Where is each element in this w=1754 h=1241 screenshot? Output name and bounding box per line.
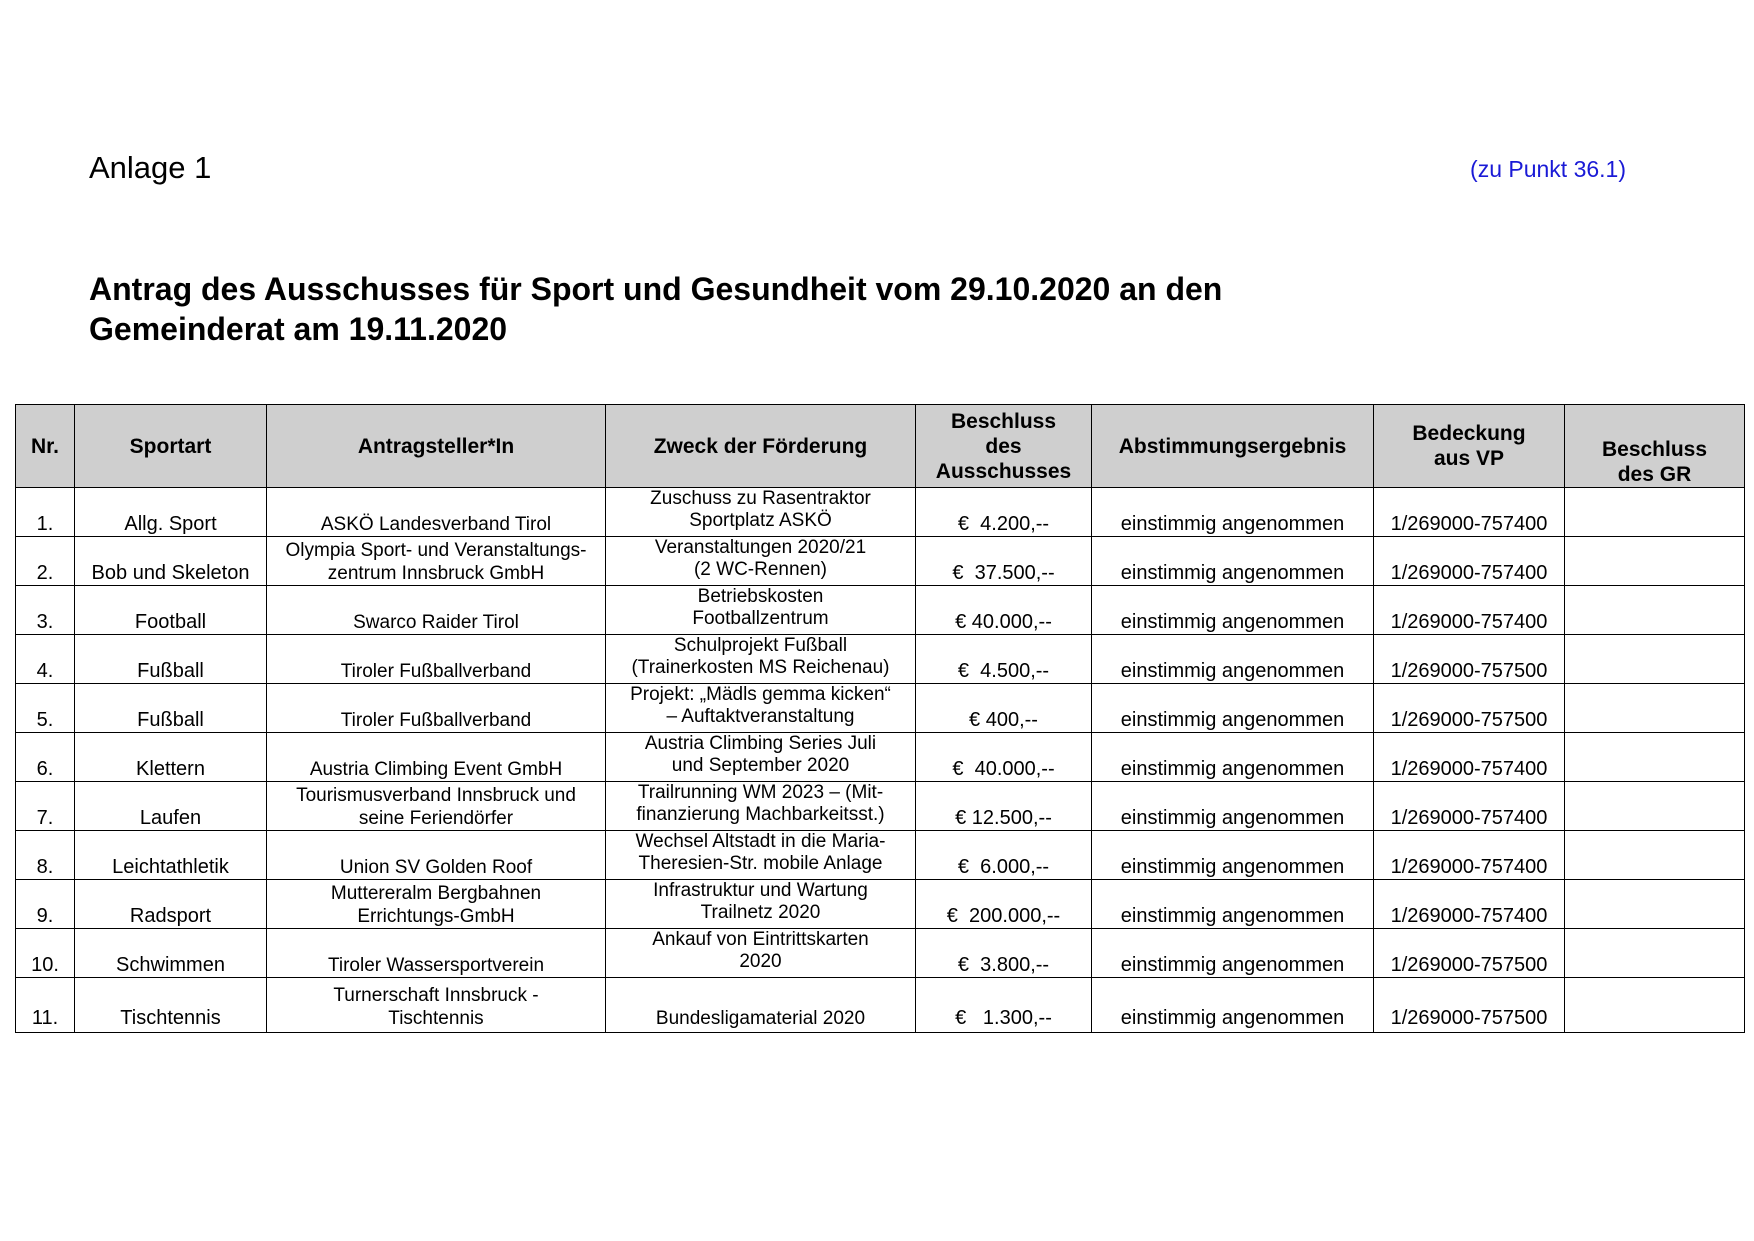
cell-zweck-line-2: und September 2020 bbox=[671, 755, 850, 776]
cell-sportart: Radsport bbox=[75, 880, 267, 929]
cell-abstimmungsergebnis: einstimmig angenommen bbox=[1092, 929, 1374, 978]
cell-beschluss-gr bbox=[1565, 978, 1745, 1033]
col-header-bedeckung-line-2: aus VP bbox=[1433, 447, 1505, 470]
cell-antragsteller bbox=[267, 929, 606, 978]
cell-antragsteller-line-2: Tischtennis bbox=[388, 1008, 484, 1029]
cell-sportart: Schwimmen bbox=[75, 929, 267, 978]
cell-betrag: € 1.300,-- bbox=[916, 978, 1092, 1033]
cell-betrag: € 6.000,-- bbox=[916, 831, 1092, 880]
table-row bbox=[16, 537, 1745, 586]
cell-antragsteller bbox=[267, 880, 606, 929]
cell-bedeckung: 1/269000-757400 bbox=[1374, 831, 1565, 880]
cell-sportart: Football bbox=[75, 586, 267, 635]
cell-zweck-line-2: Trailnetz 2020 bbox=[700, 902, 821, 923]
table-row bbox=[16, 733, 1745, 782]
cell-nr: 8. bbox=[16, 831, 75, 880]
table-row bbox=[16, 684, 1745, 733]
cell-bedeckung: 1/269000-757500 bbox=[1374, 684, 1565, 733]
cell-antragsteller bbox=[267, 684, 606, 733]
cell-zweck bbox=[606, 537, 916, 586]
cell-zweck-line-1: Infrastruktur und Wartung bbox=[653, 880, 868, 901]
cell-zweck-line-2: (2 WC-Rennen) bbox=[693, 559, 828, 580]
cell-betrag: € 200.000,-- bbox=[916, 880, 1092, 929]
cell-sportart: Leichtathletik bbox=[75, 831, 267, 880]
table-row bbox=[16, 635, 1745, 684]
cell-bedeckung: 1/269000-757400 bbox=[1374, 488, 1565, 537]
col-header-sportart: Sportart bbox=[75, 405, 267, 488]
cell-sportart: Laufen bbox=[75, 782, 267, 831]
table-header-row bbox=[16, 405, 1745, 488]
cell-antragsteller-line-2: ASKÖ Landesverband Tirol bbox=[320, 514, 552, 535]
cell-abstimmungsergebnis: einstimmig angenommen bbox=[1092, 831, 1374, 880]
cell-sportart: Bob und Skeleton bbox=[75, 537, 267, 586]
table-row bbox=[16, 929, 1745, 978]
cell-antragsteller-line-2: seine Feriendörfer bbox=[358, 808, 514, 829]
cell-antragsteller-line-2: zentrum Innsbruck GmbH bbox=[327, 563, 545, 584]
table-row bbox=[16, 880, 1745, 929]
cell-beschluss-gr bbox=[1565, 586, 1745, 635]
cell-bedeckung: 1/269000-757500 bbox=[1374, 635, 1565, 684]
cell-antragsteller-line-1: Muttereralm Bergbahnen bbox=[330, 883, 542, 904]
col-header-beschluss-ausschuss-line-3: Ausschusses bbox=[935, 459, 1072, 483]
cell-sportart: Klettern bbox=[75, 733, 267, 782]
cell-abstimmungsergebnis: einstimmig angenommen bbox=[1092, 782, 1374, 831]
cell-abstimmungsergebnis: einstimmig angenommen bbox=[1092, 586, 1374, 635]
table-row bbox=[16, 586, 1745, 635]
cell-zweck-line-1: Austria Climbing Series Juli bbox=[644, 733, 877, 754]
cell-beschluss-gr bbox=[1565, 831, 1745, 880]
table-row bbox=[16, 831, 1745, 880]
cell-zweck-line-2: Footballzentrum bbox=[692, 608, 829, 629]
cell-antragsteller-line-2: Errichtungs-GmbH bbox=[357, 906, 515, 927]
cell-zweck-line-1: Zuschuss zu Rasentraktor bbox=[650, 488, 871, 509]
cell-betrag: € 4.200,-- bbox=[916, 488, 1092, 537]
col-header-zweck: Zweck der Förderung bbox=[606, 405, 916, 488]
cell-beschluss-gr bbox=[1565, 880, 1745, 929]
cell-nr: 11. bbox=[16, 978, 75, 1033]
cell-antragsteller-line-2: Tiroler Wassersportverein bbox=[327, 955, 545, 976]
table-row bbox=[16, 978, 1745, 1033]
page-title-line-2: Gemeinderat am 19.11.2020 bbox=[89, 311, 508, 347]
col-header-beschluss-gr bbox=[1565, 405, 1745, 488]
col-header-bedeckung bbox=[1374, 405, 1565, 488]
col-header-bedeckung-line-1: Bedeckung bbox=[1412, 422, 1526, 445]
cell-zweck-line-1: Betriebskosten bbox=[697, 586, 824, 607]
cell-zweck bbox=[606, 782, 916, 831]
cell-zweck bbox=[606, 684, 916, 733]
cell-antragsteller bbox=[267, 978, 606, 1033]
cell-zweck-line-2: Theresien-Str. mobile Anlage bbox=[638, 853, 883, 874]
cell-zweck-line-2: Bundesligamaterial 2020 bbox=[655, 1008, 866, 1029]
cell-antragsteller-line-2: Austria Climbing Event GmbH bbox=[309, 759, 563, 780]
cell-zweck-line-2: 2020 bbox=[739, 951, 782, 972]
col-header-beschluss-ausschuss bbox=[916, 405, 1092, 488]
cell-bedeckung: 1/269000-757500 bbox=[1374, 978, 1565, 1033]
cell-bedeckung: 1/269000-757500 bbox=[1374, 929, 1565, 978]
cell-nr: 6. bbox=[16, 733, 75, 782]
attachment-label: Anlage 1 bbox=[89, 150, 212, 185]
cell-beschluss-gr bbox=[1565, 733, 1745, 782]
cell-zweck-line-1: Projekt: „Mädls gemma kicken“ bbox=[630, 684, 891, 705]
cell-sportart: Tischtennis bbox=[75, 978, 267, 1033]
cell-zweck bbox=[606, 733, 916, 782]
cell-antragsteller-line-2: Tiroler Fußballverband bbox=[340, 710, 532, 731]
cell-antragsteller-line-1: Turnerschaft Innsbruck - bbox=[333, 985, 539, 1006]
cell-zweck bbox=[606, 880, 916, 929]
cell-zweck-line-2: (Trainerkosten MS Reichenau) bbox=[631, 657, 890, 678]
cell-betrag: € 40.000,-- bbox=[916, 586, 1092, 635]
cell-betrag: € 3.800,-- bbox=[916, 929, 1092, 978]
cell-beschluss-gr bbox=[1565, 537, 1745, 586]
cell-antragsteller bbox=[267, 831, 606, 880]
cell-zweck bbox=[606, 929, 916, 978]
cell-abstimmungsergebnis: einstimmig angenommen bbox=[1092, 537, 1374, 586]
cell-zweck-line-1: Ankauf von Eintrittskarten bbox=[652, 929, 869, 950]
cell-abstimmungsergebnis: einstimmig angenommen bbox=[1092, 733, 1374, 782]
col-header-antragsteller: Antragsteller*In bbox=[267, 405, 606, 488]
cell-zweck-line-1: Veranstaltungen 2020/21 bbox=[654, 537, 867, 558]
cell-nr: 2. bbox=[16, 537, 75, 586]
cell-nr: 1. bbox=[16, 488, 75, 537]
cell-zweck bbox=[606, 635, 916, 684]
cell-abstimmungsergebnis: einstimmig angenommen bbox=[1092, 488, 1374, 537]
cell-betrag: € 12.500,-- bbox=[916, 782, 1092, 831]
cell-antragsteller bbox=[267, 635, 606, 684]
agenda-item-reference: (zu Punkt 36.1) bbox=[1470, 156, 1626, 182]
table-row bbox=[16, 488, 1745, 537]
col-header-beschluss-gr-line-2: des GR bbox=[1617, 463, 1692, 486]
col-header-nr: Nr. bbox=[16, 405, 75, 488]
col-header-beschluss-ausschuss-line-1: Beschluss bbox=[950, 409, 1057, 433]
cell-zweck bbox=[606, 586, 916, 635]
cell-antragsteller-line-2: Swarco Raider Tirol bbox=[353, 612, 519, 633]
cell-zweck-line-1: Wechsel Altstadt in die Maria- bbox=[635, 831, 886, 852]
cell-abstimmungsergebnis: einstimmig angenommen bbox=[1092, 635, 1374, 684]
cell-betrag: € 37.500,-- bbox=[916, 537, 1092, 586]
cell-nr: 10. bbox=[16, 929, 75, 978]
cell-sportart: Fußball bbox=[75, 635, 267, 684]
cell-abstimmungsergebnis: einstimmig angenommen bbox=[1092, 684, 1374, 733]
cell-bedeckung: 1/269000-757400 bbox=[1374, 733, 1565, 782]
cell-zweck-line-2: – Auftaktveranstaltung bbox=[666, 706, 855, 727]
cell-beschluss-gr bbox=[1565, 635, 1745, 684]
cell-nr: 3. bbox=[16, 586, 75, 635]
cell-betrag: € 40.000,-- bbox=[916, 733, 1092, 782]
cell-bedeckung: 1/269000-757400 bbox=[1374, 586, 1565, 635]
cell-sportart: Fußball bbox=[75, 684, 267, 733]
cell-sportart: Allg. Sport bbox=[75, 488, 267, 537]
cell-betrag: € 4.500,-- bbox=[916, 635, 1092, 684]
cell-betrag: € 400,-- bbox=[916, 684, 1092, 733]
cell-zweck-line-1: Schulprojekt Fußball bbox=[673, 635, 848, 656]
col-header-abstimmung: Abstimmungsergebnis bbox=[1092, 405, 1374, 488]
cell-antragsteller-line-1: Olympia Sport- und Veranstaltungs- bbox=[285, 540, 587, 561]
cell-abstimmungsergebnis: einstimmig angenommen bbox=[1092, 978, 1374, 1033]
cell-antragsteller bbox=[267, 733, 606, 782]
cell-nr: 4. bbox=[16, 635, 75, 684]
cell-abstimmungsergebnis: einstimmig angenommen bbox=[1092, 880, 1374, 929]
funding-table bbox=[15, 404, 1745, 1033]
cell-zweck-line-2: Sportplatz ASKÖ bbox=[689, 510, 832, 531]
cell-antragsteller bbox=[267, 782, 606, 831]
cell-antragsteller bbox=[267, 488, 606, 537]
table-body bbox=[16, 488, 1745, 1033]
cell-antragsteller-line-1: Tourismusverband Innsbruck und bbox=[296, 785, 576, 806]
cell-antragsteller bbox=[267, 586, 606, 635]
col-header-beschluss-gr-line-1: Beschluss bbox=[1601, 438, 1708, 461]
cell-beschluss-gr bbox=[1565, 929, 1745, 978]
page-title-line-1: Antrag des Ausschusses für Sport und Gesundheit vom 29.10.2020 an den bbox=[89, 271, 1223, 307]
page-title bbox=[89, 269, 1489, 349]
cell-bedeckung: 1/269000-757400 bbox=[1374, 537, 1565, 586]
cell-zweck bbox=[606, 831, 916, 880]
cell-nr: 9. bbox=[16, 880, 75, 929]
cell-zweck bbox=[606, 978, 916, 1033]
cell-beschluss-gr bbox=[1565, 684, 1745, 733]
cell-bedeckung: 1/269000-757400 bbox=[1374, 880, 1565, 929]
cell-antragsteller bbox=[267, 537, 606, 586]
col-header-beschluss-ausschuss-line-2: des bbox=[985, 434, 1022, 458]
cell-nr: 5. bbox=[16, 684, 75, 733]
cell-beschluss-gr bbox=[1565, 782, 1745, 831]
cell-bedeckung: 1/269000-757400 bbox=[1374, 782, 1565, 831]
cell-antragsteller-line-2: Tiroler Fußballverband bbox=[340, 661, 532, 682]
cell-zweck-line-1: Trailrunning WM 2023 – (Mit- bbox=[637, 782, 884, 803]
cell-nr: 7. bbox=[16, 782, 75, 831]
table-row bbox=[16, 782, 1745, 831]
cell-beschluss-gr bbox=[1565, 488, 1745, 537]
cell-zweck bbox=[606, 488, 916, 537]
cell-zweck-line-2: finanzierung Machbarkeitsst.) bbox=[636, 804, 885, 825]
cell-antragsteller-line-2: Union SV Golden Roof bbox=[339, 857, 533, 878]
